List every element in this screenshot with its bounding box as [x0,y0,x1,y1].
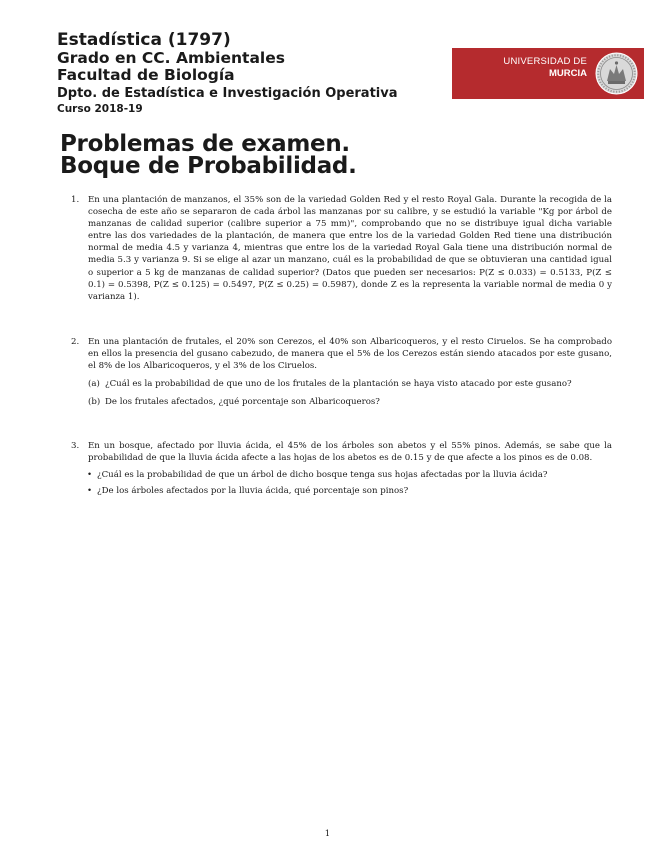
university-seal-icon [595,52,638,95]
logo-line-2: MURCIA [549,68,587,79]
problem-text: En una plantación de manzanos, el 35% son de la variedad Golden Red y el resto Royal Gala. Durante la recogida de la cosecha de este año se separaron de cada árbol las manzanas por su calibre, y se estudió la variable "Kg por árbol de manzanas de calidad superior (calibre superior a 75 mm)", comprobando que no se distribuye igual dicha variable entre las dos variedades de la plantación, de manera que entre los de la variedad Golden Red tiene una distribución normal de media 4.5 y varianza 4, mientras que entre los de la variedad Royal Gala tiene una distribución normal de media 5.3 y varianza 9. Si se elige al azar un manzano, cuál es la probabilidad de que se obtuvieran una cantidad igual o superior a 5 kg de manzanas de calidad superior? (Datos que pueden ser necesarios: P(Z ≤ 0.033) = 0.5133, P(Z ≤ 0.1) = 0.5398, P(Z ≤ 0.125) = 0.5497, P(Z ≤ 0.25) = 0.5987), donde Z es la representa la variable normal de media 0 y varianza 1). [88,195,612,302]
problem-number: 1. [71,195,80,205]
course-name: Estadística (1797) [57,30,231,50]
problem-3 [71,440,612,464]
title-line-2: Boque de Probabilidad. [60,153,357,179]
problem-2-item-a [71,378,612,390]
bullet-icon: • [87,485,93,496]
logo-text [472,56,587,80]
item-text: ¿Cuál es la probabilidad de que uno de los frutales de la plantación se haya visto atacado por este gusano? [105,379,572,390]
degree-name: Grado en CC. Ambientales [57,49,285,67]
problem-number: 2. [71,336,80,347]
problem-2-item-b [71,396,612,408]
problem-3-bullet-2 [71,485,612,497]
problem-1 [71,194,612,303]
item-text: ¿Cuál es la probabilidad de que un árbol de dicho bosque tenga sus hojas afectadas por la lluvia ácida? [97,469,548,480]
university-logo [452,48,644,99]
problem-text: En una plantación de frutales, el 20% son Cerezos, el 40% son Albaricoqueros, y el resto Ciruelos. Se ha comprobado en ellos la presencia del gusano cabezudo, de manera que el 5% de los Cerezos están siendo atacados por este gusano, el 8% de los Albaricoqueros, y el 3% de los Ciruelos. [88,336,612,372]
department-name: Dpto. de Estadística e Investigación Operativa [57,86,398,101]
problem-list [71,194,612,497]
item-label: (a) [88,379,100,390]
title-line-1: Problemas de examen. [60,131,350,157]
problem-number: 3. [71,441,80,452]
bullet-icon: • [87,469,93,480]
problem-3-bullet-1 [71,469,612,481]
page-title [60,133,357,177]
page-number: 1 [324,829,331,839]
problem-2 [71,336,612,372]
item-label: (b) [88,397,101,408]
logo-line-1: UNIVERSIDAD DE [503,56,587,67]
problem-text: En un bosque, afectado por lluvia ácida, el 45% de los árboles son abetos y el 55% pinos. Además, se sabe que la probabilidad de que la lluvia ácida afecte a las hojas de los abetos es de 0.15 y de que afecte a los pinos es de 0.08. [88,441,612,464]
faculty-name: Facultad de Biología [57,66,235,84]
academic-year: Curso 2018-19 [57,103,143,115]
item-text: De los frutales afectados, ¿qué porcentaje son Albaricoqueros? [105,397,380,408]
item-text: ¿De los árboles afectados por la lluvia ácida, qué porcentaje son pinos? [97,485,409,496]
document-header [57,30,397,116]
